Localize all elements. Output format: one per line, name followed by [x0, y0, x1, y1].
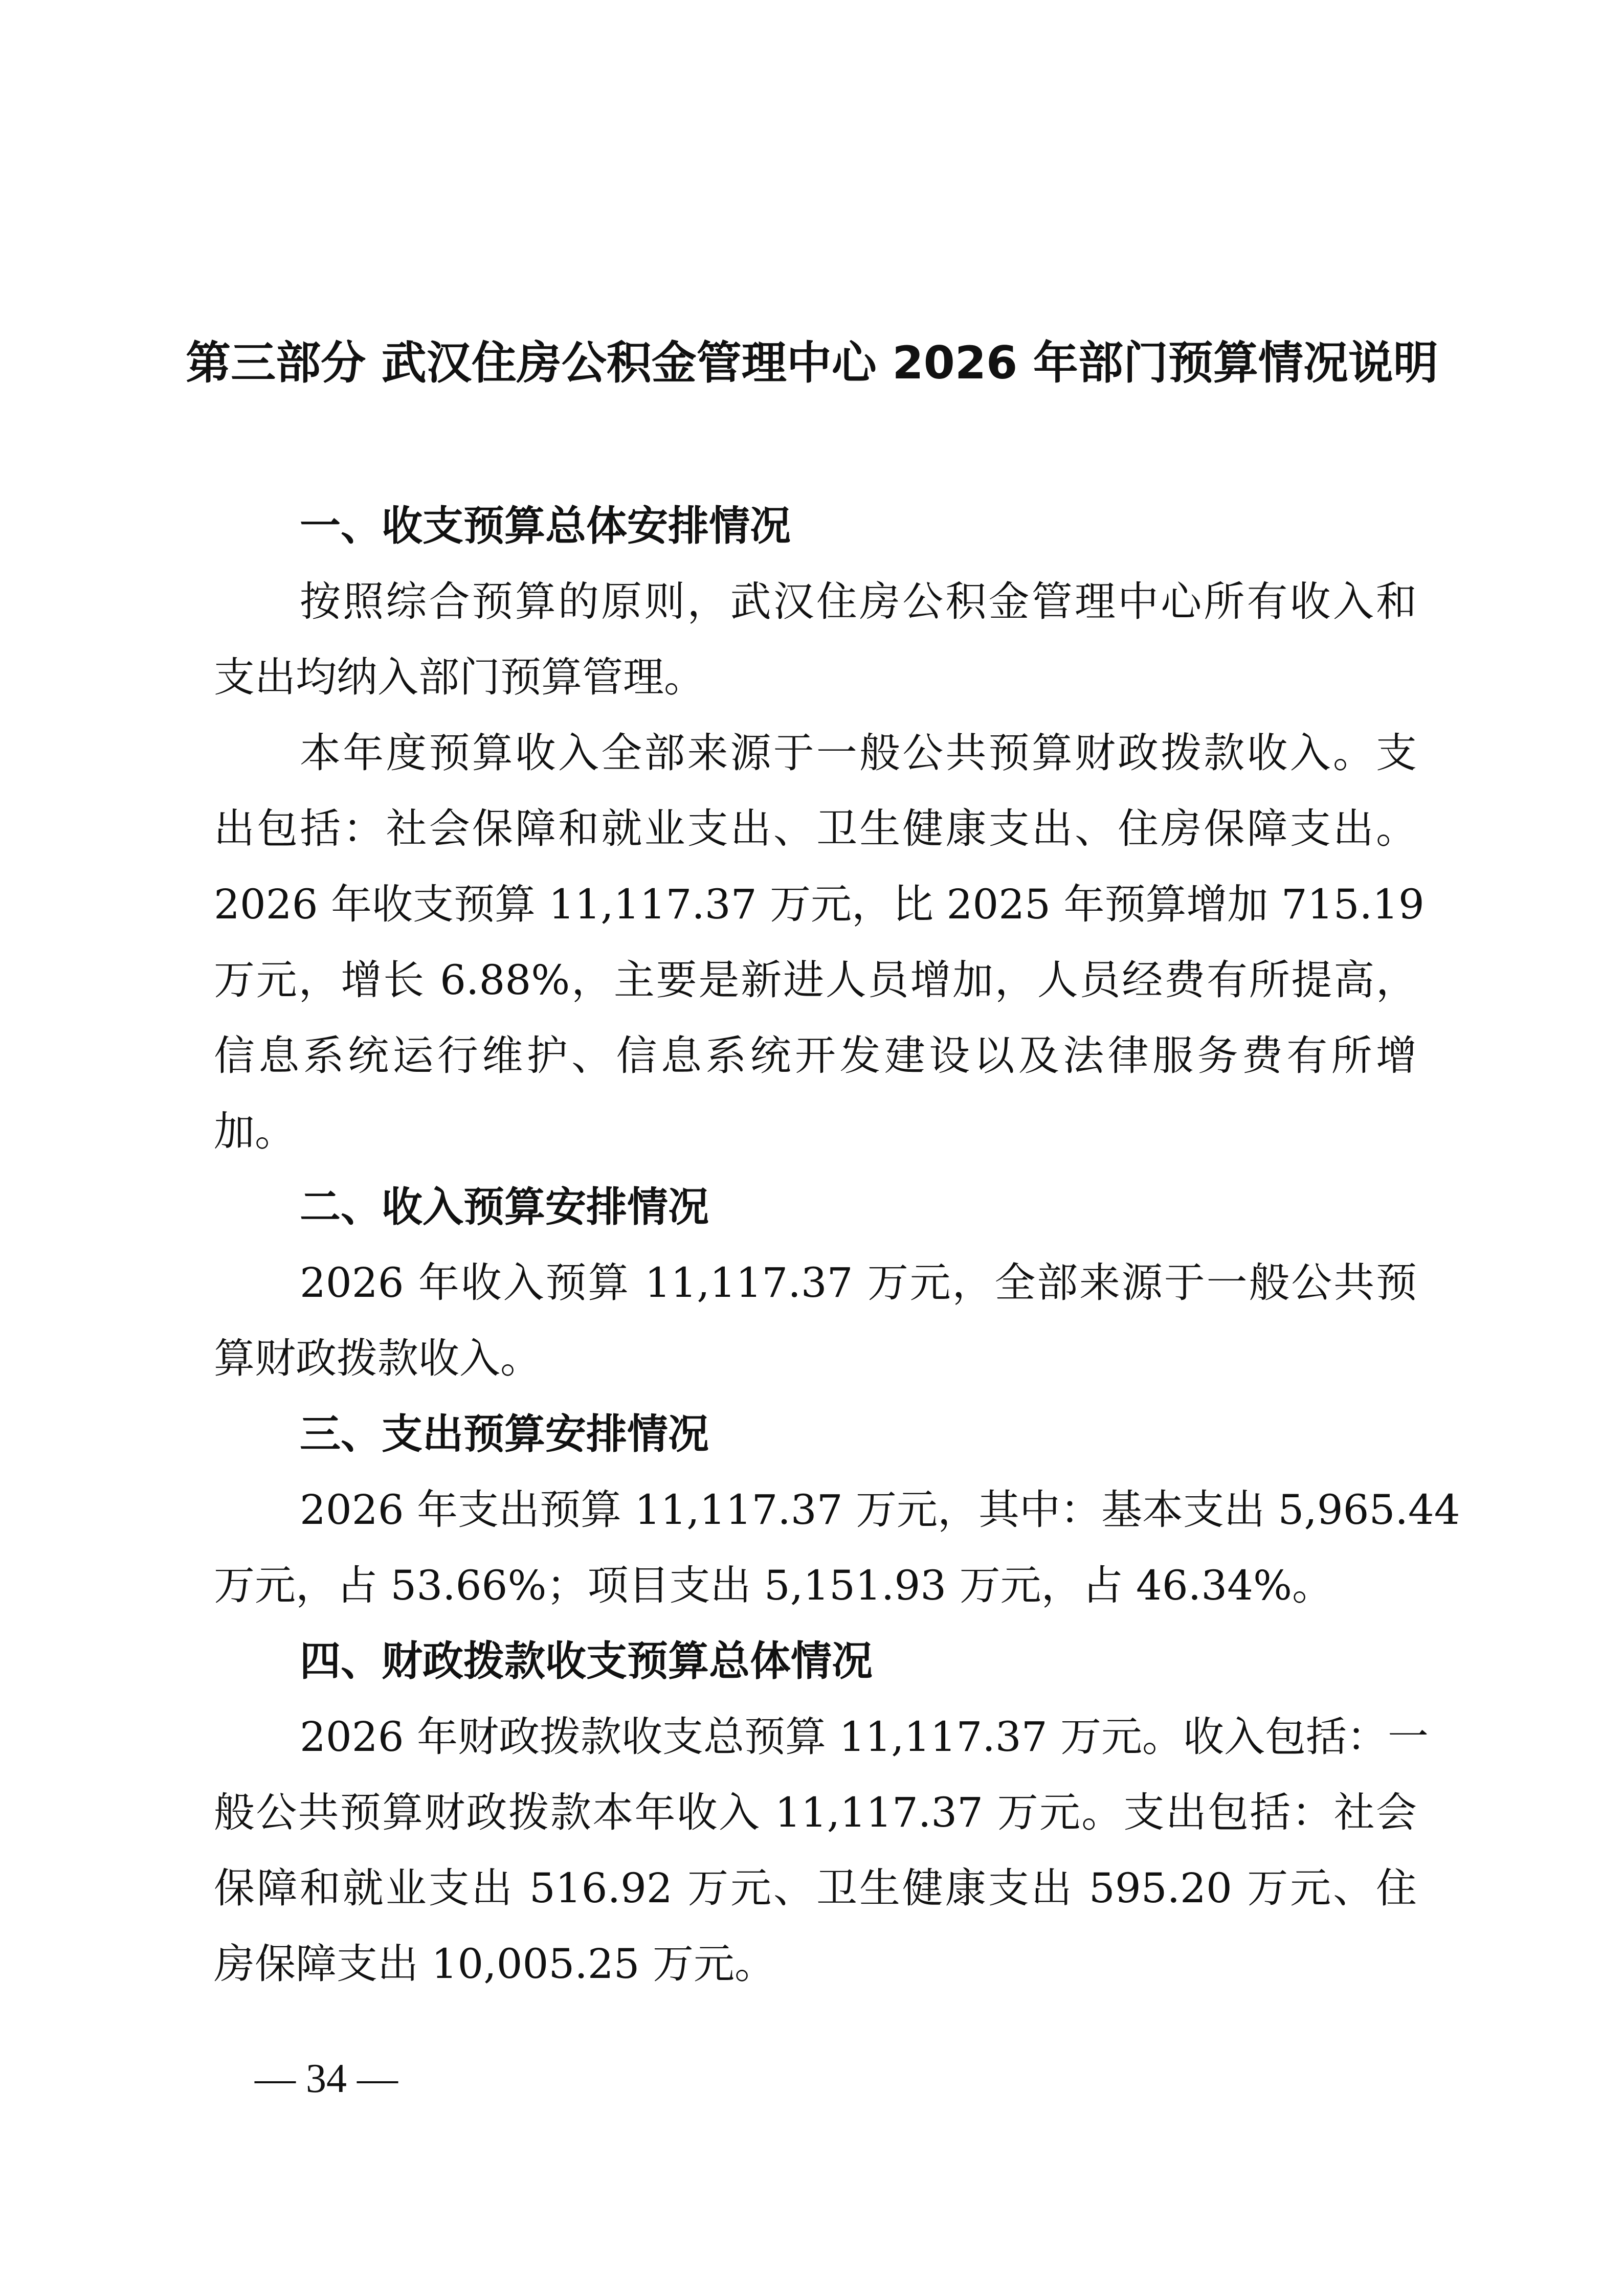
section-income-budget: [214, 1169, 1417, 1397]
section-heading: 二、收入预算安排情况: [300, 1183, 709, 1231]
document-title: 第三部分 武汉住房公积金管理中心 2026 年部门预算情况说明: [186, 336, 1438, 389]
paragraph-line: 2026 年收支预算 11,117.37 万元，比 2025 年预算增加 715.19: [214, 881, 1425, 928]
paragraph: [214, 1472, 1460, 1624]
paragraph-line: 按照综合预算的原则，武汉住房公积金管理中心所有收入和: [300, 578, 1417, 625]
section-budget-overview: [214, 488, 1425, 1169]
paragraph: [214, 564, 1417, 715]
paragraph: [214, 1245, 1417, 1397]
section-fiscal-appropriation: [214, 1624, 1429, 2002]
paragraph: [214, 715, 1425, 1169]
paragraph-line: 算财政拨款收入。: [214, 1335, 541, 1382]
paragraph: [214, 1699, 1429, 2002]
paragraph-line: 万元，增长 6.88%，主要是新进人员增加，人员经费有所提高，: [214, 956, 1417, 1004]
section-heading: 一、收支预算总体安排情况: [300, 502, 791, 550]
paragraph-line: 信息系统运行维护、信息系统开发建设以及法律服务费有所增: [214, 1032, 1417, 1079]
paragraph-line: 保障和就业支出 516.92 万元、卫生健康支出 595.20 万元、住: [214, 1864, 1417, 1912]
section-heading: 三、支出预算安排情况: [300, 1410, 709, 1458]
paragraph-line: 万元，占 53.66%；项目支出 5,151.93 万元，占 46.34%。: [214, 1562, 1333, 1609]
paragraph-line: 2026 年财政拨款收支总预算 11,117.37 万元。收入包括：一: [300, 1713, 1429, 1761]
paragraph-line: 般公共预算财政拨款本年收入 11,117.37 万元。支出包括：社会: [214, 1789, 1417, 1836]
paragraph-line: 2026 年支出预算 11,117.37 万元，其中：基本支出 5,965.44: [300, 1486, 1460, 1534]
section-heading: 四、财政拨款收支预算总体情况: [300, 1637, 873, 1685]
page-number: — 34 —: [255, 2056, 398, 2101]
paragraph-line: 加。: [214, 1108, 296, 1155]
paragraph-line: 出包括：社会保障和就业支出、卫生健康支出、住房保障支出。: [214, 805, 1417, 852]
paragraph-line: 支出均纳入部门预算管理。: [214, 654, 705, 701]
document-body: [214, 488, 1460, 2002]
section-expenditure-budget: [214, 1397, 1460, 1624]
paragraph-line: 本年度预算收入全部来源于一般公共预算财政拨款收入。支: [300, 729, 1417, 777]
paragraph-line: 2026 年收入预算 11,117.37 万元，全部来源于一般公共预: [300, 1259, 1417, 1307]
paragraph-line: 房保障支出 10,005.25 万元。: [214, 1940, 776, 1988]
